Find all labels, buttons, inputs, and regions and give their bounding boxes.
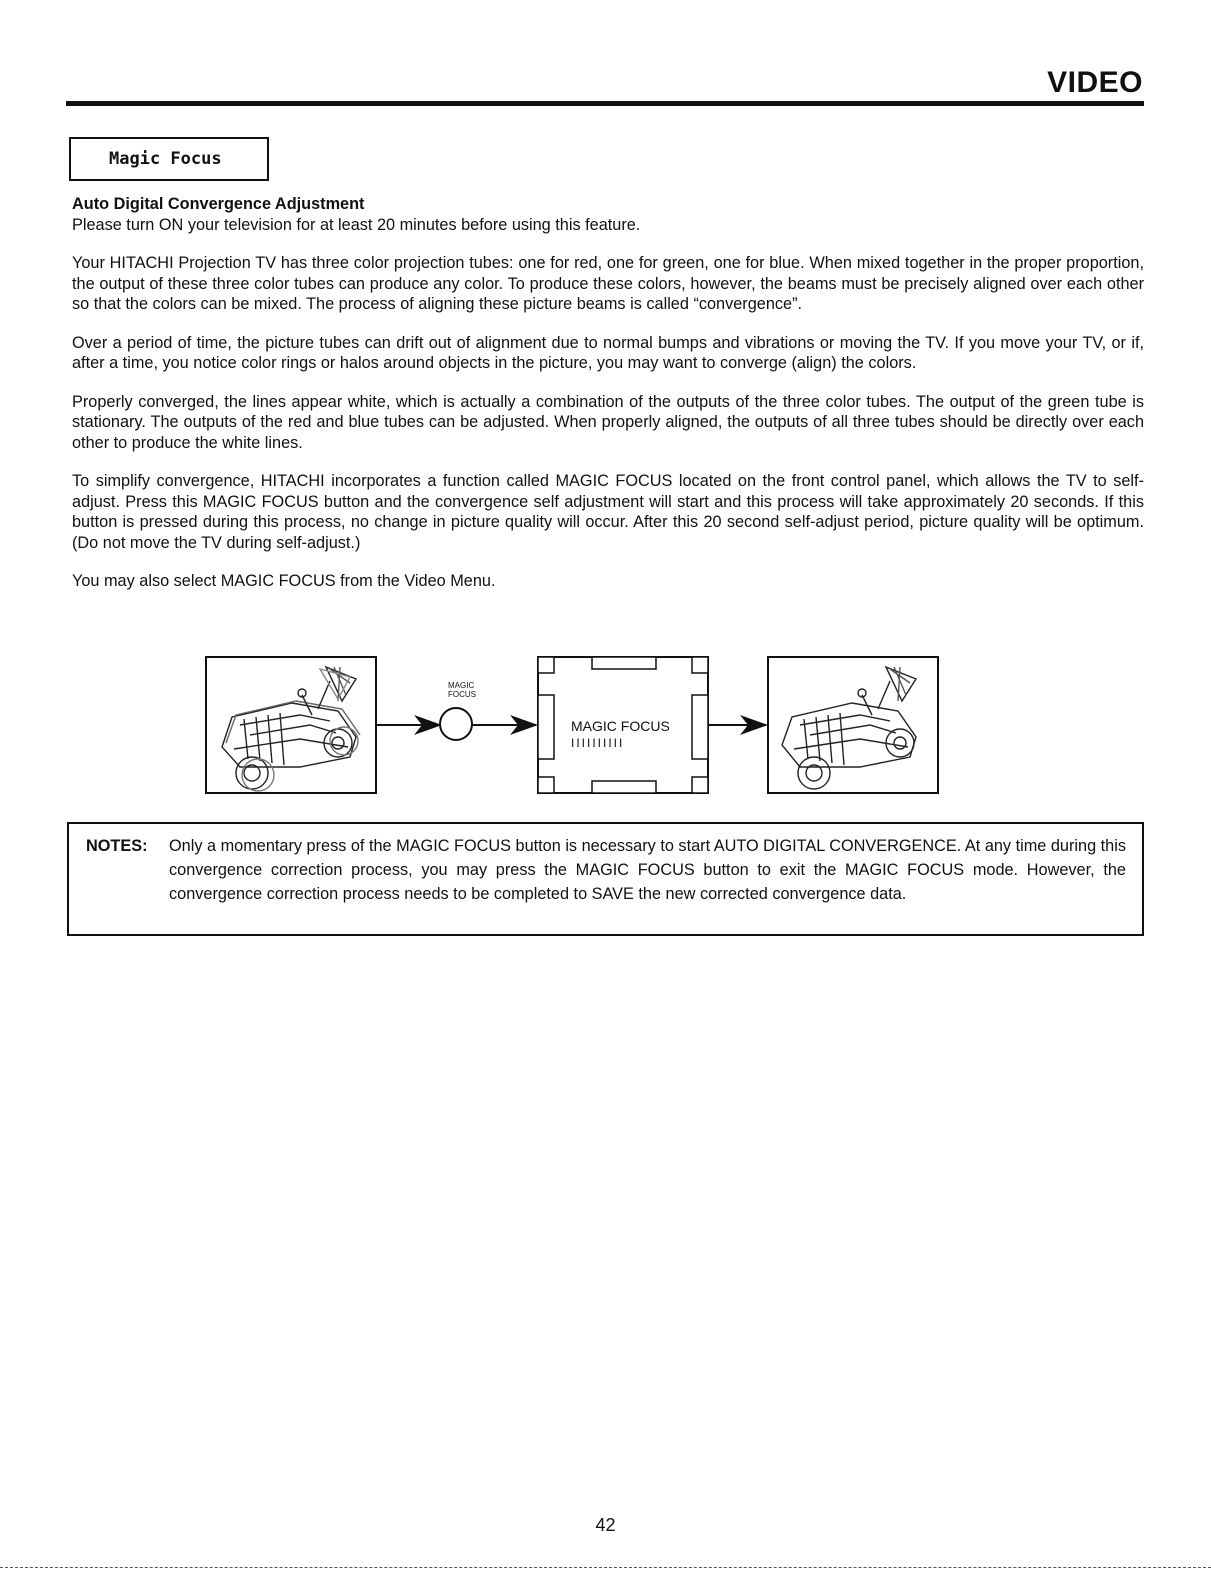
screen-progress-bars: IIIIIIIIII: [571, 736, 625, 750]
misconverged-picture-frame: [206, 657, 376, 793]
section-label-box: [69, 137, 269, 181]
notes-label: NOTES:: [86, 837, 148, 855]
screen-title: MAGIC FOCUS: [571, 718, 670, 734]
paragraph-converged: Properly converged, the lines appear white, which is actually a combination of the outputs of the three color tubes. The output of the green tube is stationary. The outputs of the red and blue tubes can be adjusted. When properly aligned, the outputs of all three tubes should be directly over each other to produce the white lines.: [72, 392, 1144, 452]
paragraph-menu: You may also select MAGIC FOCUS from the Video Menu.: [72, 572, 496, 590]
notes-text: Only a momentary press of the MAGIC FOCUS button is necessary to start AUTO DIGITAL CONVERGENCE. At any time during this convergence correction process, you may press the MAGIC FOCUS button to exit the MAGIC FOCUS mode. However, the convergence correction process needs to be completed to SAVE the new corrected convergence data.: [169, 837, 1126, 903]
paragraph-tubes: Your HITACHI Projection TV has three color projection tubes: one for red, one for green, one for blue. When mixed together in the proper proportion, the output of these three color tubes can produce any color. To produce these colors, however, the beams must be precisely aligned over each other so that the colors can be mixed. The process of aligning these picture beams is called “convergence”.: [72, 254, 1144, 313]
header-rule: [66, 101, 1144, 106]
section-label: Magic Focus: [109, 149, 222, 169]
paragraph-simplify: To simplify convergence, HITACHI incorporates a function called MAGIC FOCUS located on the front control panel, which allows the TV to self-adjust. Press this MAGIC FOCUS button and the convergence self adjustment will start and this process will take approximately 20 seconds. If this button is pressed during this process, no change in picture quality will occur. After this 20 second self-adjust period, picture quality will be optimum. (Do not move the TV during self-adjust.): [72, 472, 1144, 552]
converged-picture-frame: [768, 657, 938, 793]
page-number: 42: [595, 1515, 616, 1535]
magic-focus-button-graphic: [440, 681, 476, 740]
button-label-line2: FOCUS: [448, 690, 476, 699]
intro-paragraph: Please turn ON your television for at least 20 minutes before using this feature.: [72, 215, 641, 234]
convergence-screen: [538, 657, 708, 793]
button-label-line1: MAGIC: [448, 681, 475, 690]
notes-box: [67, 822, 1144, 936]
page-section-title: VIDEO: [1047, 66, 1143, 99]
subheading: Auto Digital Convergence Adjustment: [72, 195, 365, 213]
paragraph-drift: Over a period of time, the picture tubes can drift out of alignment due to normal bumps and vibrations or moving the TV. If you move your TV, or if, after a time, you notice color rings or halos around objects in the picture, you may want to converge (align) the colors.: [72, 333, 1144, 372]
bottom-rule: [0, 1567, 1211, 1568]
magic-focus-diagram: [0, 655, 1211, 800]
body-content: [72, 194, 1144, 610]
